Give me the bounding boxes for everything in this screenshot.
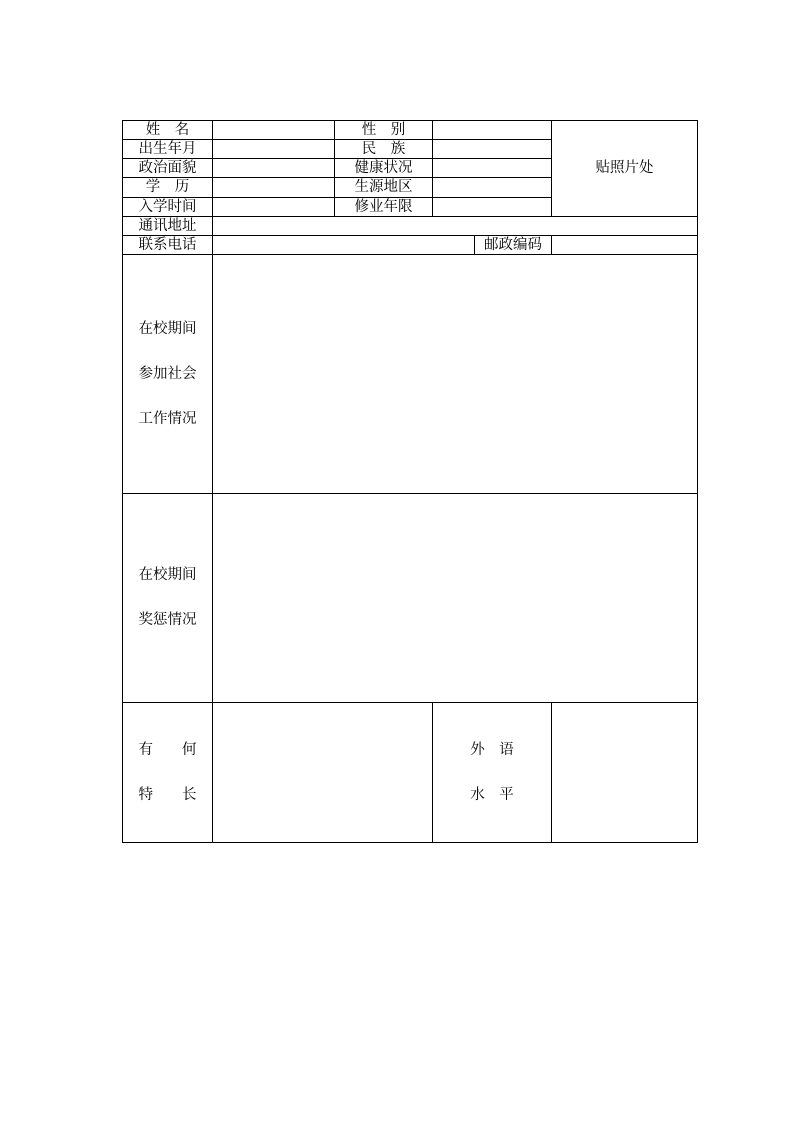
table-row-phone: [123, 235, 698, 254]
field-label-study-duration: 修业年限: [335, 197, 433, 216]
field-label-birthdate: 出生年月: [123, 140, 213, 159]
field-label-awards: [123, 493, 213, 702]
field-label-origin-region: 生源地区: [335, 178, 433, 197]
field-label-specialty: [123, 702, 213, 842]
field-value-birthdate[interactable]: [213, 140, 335, 159]
table-row-address: [123, 216, 698, 235]
field-value-study-duration[interactable]: [433, 197, 552, 216]
student-resume-form-table: [122, 120, 698, 843]
field-label-foreign-language-line-2: 水 平: [470, 786, 514, 803]
field-value-gender[interactable]: [433, 121, 552, 140]
field-label-political-status: 政治面貌: [123, 159, 213, 178]
field-label-social-work-line-1: 在校期间: [138, 320, 197, 337]
field-value-awards[interactable]: [213, 493, 698, 702]
field-label-postcode: 邮政编码: [475, 235, 552, 254]
field-label-education: 学 历: [123, 178, 213, 197]
field-value-postcode[interactable]: [552, 235, 698, 254]
field-label-health: 健康状况: [335, 159, 433, 178]
field-label-social-work: [123, 254, 213, 493]
field-value-address[interactable]: [213, 216, 698, 235]
field-label-foreign-language: [433, 702, 552, 842]
field-label-gender: 性 别: [335, 121, 433, 140]
field-value-name[interactable]: [213, 121, 335, 140]
field-label-social-work-line-2: 参加社会: [138, 365, 197, 382]
field-label-enrollment-date: 入学时间: [123, 197, 213, 216]
field-value-health[interactable]: [433, 159, 552, 178]
table-row-awards: [123, 493, 698, 702]
field-label-ethnicity: 民 族: [335, 140, 433, 159]
field-label-specialty-line-2: 特 长: [138, 786, 197, 803]
field-label-name: 姓 名: [123, 121, 213, 140]
field-value-political-status[interactable]: [213, 159, 335, 178]
field-label-social-work-line-3: 工作情况: [138, 410, 197, 427]
table-row-social-work: [123, 254, 698, 493]
field-label-awards-line-1: 在校期间: [138, 567, 197, 584]
field-value-enrollment-date[interactable]: [213, 197, 335, 216]
photo-attachment-cell[interactable]: 贴照片处: [552, 121, 698, 217]
field-label-phone: 联系电话: [123, 235, 213, 254]
field-label-specialty-line-1: 有 何: [138, 741, 197, 758]
field-label-foreign-language-line-1: 外 语: [470, 741, 514, 758]
table-row-specialty-language: [123, 702, 698, 842]
table-row-name: [123, 121, 698, 140]
field-label-awards-line-2: 奖惩情况: [138, 612, 197, 629]
field-value-social-work[interactable]: [213, 254, 698, 493]
field-value-specialty[interactable]: [213, 702, 433, 842]
field-value-ethnicity[interactable]: [433, 140, 552, 159]
field-value-education[interactable]: [213, 178, 335, 197]
field-value-origin-region[interactable]: [433, 178, 552, 197]
field-label-address: 通讯地址: [123, 216, 213, 235]
field-value-phone[interactable]: [213, 235, 475, 254]
field-value-foreign-language[interactable]: [552, 702, 698, 842]
